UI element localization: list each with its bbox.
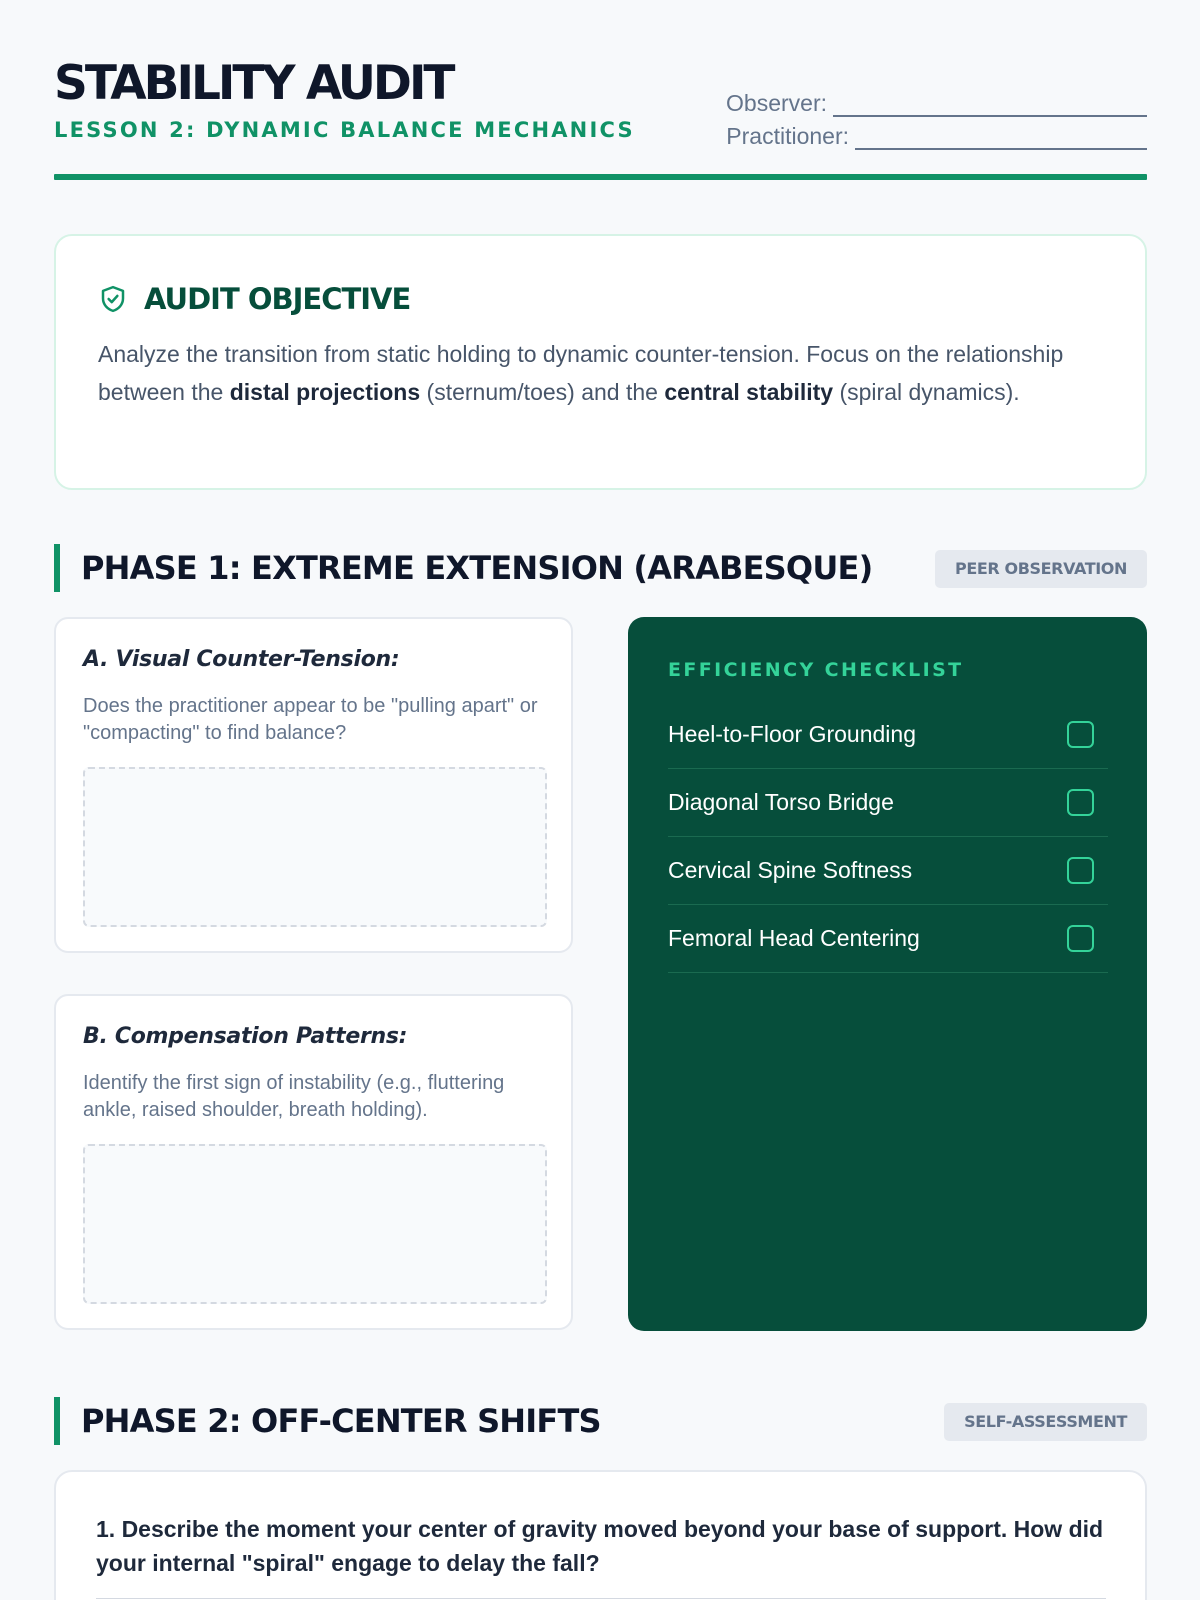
objective-heading <box>98 282 410 316</box>
checklist-item-torso-bridge <box>668 769 1108 837</box>
observer-blank[interactable] <box>833 95 1147 117</box>
practitioner-blank[interactable] <box>855 128 1147 150</box>
objective-text <box>98 335 1108 411</box>
checklist-title: EFFICIENCY CHECKLIST <box>668 659 964 681</box>
phase-2-question-card <box>54 1470 1147 1600</box>
observer-row <box>697 84 1147 117</box>
shield-check-icon <box>98 284 128 314</box>
checklist-item-label: Heel-to-Floor Grounding <box>668 721 917 747</box>
question-a-text: Does the practitioner appear to be "pulling apart" or "compacting" to find balance? <box>83 695 538 744</box>
question-card-a <box>54 617 573 953</box>
header-divider <box>54 174 1147 180</box>
question-b-text: Identify the first sign of instability (e.g., fluttering ankle, raised shoulder, breath holding). <box>83 1072 505 1121</box>
checklist-item-label: Cervical Spine Softness <box>668 857 913 883</box>
observer-label: Observer: <box>726 90 827 116</box>
phase-1-header <box>54 544 1147 592</box>
objective-bold-2: central stability <box>664 379 834 405</box>
checkbox[interactable] <box>1067 721 1094 748</box>
phase-2-badge: SELF-ASSESSMENT <box>944 1403 1147 1441</box>
phase-2-title: PHASE 2: OFF-CENTER SHIFTS <box>81 1402 601 1440</box>
objective-title: AUDIT OBJECTIVE <box>144 282 411 316</box>
checklist-item-cervical-spine <box>668 837 1108 905</box>
phase-2-question-1: 1. Describe the moment your center of gravity moved beyond your base of support. How did your internal "spiral" engage to delay the fall? <box>96 1516 1104 1576</box>
document-subtitle: LESSON 2: DYNAMIC BALANCE MECHANICS <box>54 118 635 142</box>
objective-bold-1: distal projections <box>229 379 421 405</box>
efficiency-checklist-panel <box>628 617 1147 1331</box>
phase-1-title: PHASE 1: EXTREME EXTENSION (ARABESQUE) <box>81 549 873 587</box>
phase-1-accent-bar <box>54 544 60 592</box>
practitioner-label: Practitioner: <box>726 123 849 149</box>
objective-text-1: Analyze the transition from static holding to dynamic counter-tension. Focus on the relationship between the <box>98 341 1064 405</box>
checklist-item-label: Femoral Head Centering <box>668 925 920 951</box>
checklist-items <box>668 701 1108 973</box>
worksheet-page <box>54 0 1147 1600</box>
checkbox[interactable] <box>1067 925 1094 952</box>
checkbox[interactable] <box>1067 789 1094 816</box>
checklist-item-label: Diagonal Torso Bridge <box>668 789 894 815</box>
question-a-title: A. Visual Counter-Tension: <box>83 647 400 672</box>
objective-text-3: (spiral dynamics). <box>833 379 1020 405</box>
question-card-b <box>54 994 573 1330</box>
checkbox[interactable] <box>1067 857 1094 884</box>
practitioner-row <box>697 117 1147 150</box>
question-b-answer-box[interactable] <box>83 1144 547 1304</box>
answer-line[interactable] <box>96 1598 1106 1599</box>
phase-2-header <box>54 1397 1147 1445</box>
signature-lines <box>697 84 1147 150</box>
header <box>54 56 1147 182</box>
question-b-title: B. Compensation Patterns: <box>83 1024 408 1049</box>
phase-1-badge: PEER OBSERVATION <box>935 550 1147 588</box>
audit-objective-card <box>54 234 1147 490</box>
question-a-answer-box[interactable] <box>83 767 547 927</box>
checklist-item-femoral-head <box>668 905 1108 973</box>
checklist-item-heel-grounding <box>668 701 1108 769</box>
phase-2-accent-bar <box>54 1397 60 1445</box>
document-title: STABILITY AUDIT <box>54 56 453 111</box>
objective-text-2: (sternum/toes) and the <box>420 379 665 405</box>
